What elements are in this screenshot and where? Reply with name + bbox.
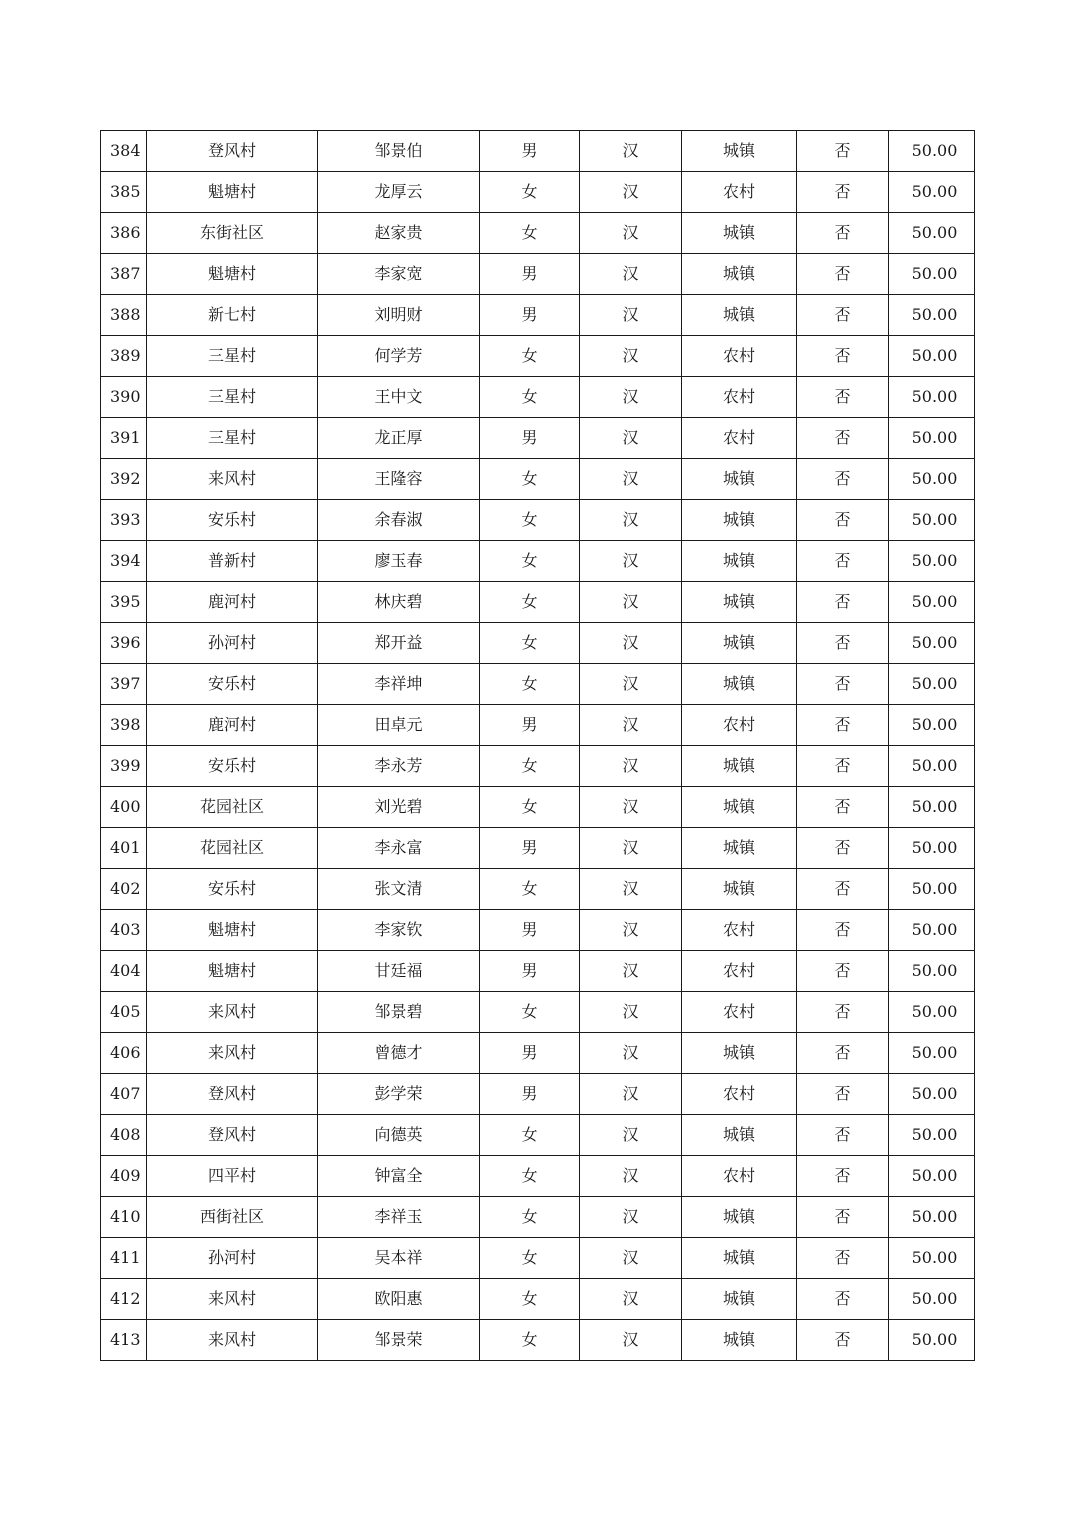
village-name-cell: 花园社区 xyxy=(147,787,318,828)
flag-value-cell: 否 xyxy=(797,295,889,336)
table-row xyxy=(101,254,975,295)
village-name-cell: 安乐村 xyxy=(147,869,318,910)
amount-cell: 50.00 xyxy=(889,254,975,295)
row-number-cell: 413 xyxy=(101,1320,147,1361)
gender-cell: 女 xyxy=(480,1115,580,1156)
person-name-cell: 龙正厚 xyxy=(318,418,480,459)
flag-value-cell: 否 xyxy=(797,254,889,295)
ethnicity-cell: 汉 xyxy=(580,336,682,377)
gender-cell: 男 xyxy=(480,131,580,172)
amount-cell: 50.00 xyxy=(889,664,975,705)
row-number-cell: 387 xyxy=(101,254,147,295)
gender-cell: 女 xyxy=(480,500,580,541)
person-name-cell: 邹景荣 xyxy=(318,1320,480,1361)
village-name-cell: 魁塘村 xyxy=(147,951,318,992)
row-number-cell: 408 xyxy=(101,1115,147,1156)
gender-cell: 女 xyxy=(480,1279,580,1320)
ethnicity-cell: 汉 xyxy=(580,705,682,746)
amount-cell: 50.00 xyxy=(889,787,975,828)
gender-cell: 男 xyxy=(480,1033,580,1074)
roster-table-body xyxy=(101,131,975,1361)
person-name-cell: 李永富 xyxy=(318,828,480,869)
gender-cell: 女 xyxy=(480,1320,580,1361)
gender-cell: 男 xyxy=(480,951,580,992)
person-name-cell: 林庆碧 xyxy=(318,582,480,623)
flag-value-cell: 否 xyxy=(797,746,889,787)
person-name-cell: 李家宽 xyxy=(318,254,480,295)
village-name-cell: 登风村 xyxy=(147,131,318,172)
table-row xyxy=(101,418,975,459)
village-name-cell: 三星村 xyxy=(147,336,318,377)
village-name-cell: 孙河村 xyxy=(147,623,318,664)
gender-cell: 男 xyxy=(480,418,580,459)
flag-value-cell: 否 xyxy=(797,582,889,623)
village-name-cell: 魁塘村 xyxy=(147,254,318,295)
row-number-cell: 403 xyxy=(101,910,147,951)
person-name-cell: 邹景碧 xyxy=(318,992,480,1033)
ethnicity-cell: 汉 xyxy=(580,623,682,664)
row-number-cell: 395 xyxy=(101,582,147,623)
row-number-cell: 393 xyxy=(101,500,147,541)
row-number-cell: 399 xyxy=(101,746,147,787)
village-name-cell: 新七村 xyxy=(147,295,318,336)
village-name-cell: 花园社区 xyxy=(147,828,318,869)
village-name-cell: 普新村 xyxy=(147,541,318,582)
person-name-cell: 赵家贵 xyxy=(318,213,480,254)
person-name-cell: 向德英 xyxy=(318,1115,480,1156)
table-row xyxy=(101,1238,975,1279)
person-name-cell: 郑开益 xyxy=(318,623,480,664)
ethnicity-cell: 汉 xyxy=(580,1320,682,1361)
table-row xyxy=(101,623,975,664)
row-number-cell: 406 xyxy=(101,1033,147,1074)
table-row xyxy=(101,500,975,541)
flag-value-cell: 否 xyxy=(797,1074,889,1115)
residence-type-cell: 城镇 xyxy=(682,582,797,623)
flag-value-cell: 否 xyxy=(797,1197,889,1238)
residence-type-cell: 农村 xyxy=(682,992,797,1033)
flag-value-cell: 否 xyxy=(797,787,889,828)
flag-value-cell: 否 xyxy=(797,869,889,910)
amount-cell: 50.00 xyxy=(889,213,975,254)
ethnicity-cell: 汉 xyxy=(580,869,682,910)
flag-value-cell: 否 xyxy=(797,172,889,213)
roster-table xyxy=(100,130,975,1361)
amount-cell: 50.00 xyxy=(889,1279,975,1320)
row-number-cell: 385 xyxy=(101,172,147,213)
gender-cell: 男 xyxy=(480,295,580,336)
residence-type-cell: 城镇 xyxy=(682,500,797,541)
village-name-cell: 魁塘村 xyxy=(147,172,318,213)
gender-cell: 女 xyxy=(480,1238,580,1279)
flag-value-cell: 否 xyxy=(797,992,889,1033)
amount-cell: 50.00 xyxy=(889,418,975,459)
person-name-cell: 廖玉春 xyxy=(318,541,480,582)
flag-value-cell: 否 xyxy=(797,1156,889,1197)
residence-type-cell: 城镇 xyxy=(682,1238,797,1279)
table-row xyxy=(101,1279,975,1320)
residence-type-cell: 城镇 xyxy=(682,1279,797,1320)
ethnicity-cell: 汉 xyxy=(580,1033,682,1074)
amount-cell: 50.00 xyxy=(889,746,975,787)
ethnicity-cell: 汉 xyxy=(580,131,682,172)
person-name-cell: 王中文 xyxy=(318,377,480,418)
residence-type-cell: 城镇 xyxy=(682,869,797,910)
village-name-cell: 孙河村 xyxy=(147,1238,318,1279)
flag-value-cell: 否 xyxy=(797,131,889,172)
ethnicity-cell: 汉 xyxy=(580,295,682,336)
ethnicity-cell: 汉 xyxy=(580,213,682,254)
amount-cell: 50.00 xyxy=(889,1033,975,1074)
person-name-cell: 李祥玉 xyxy=(318,1197,480,1238)
amount-cell: 50.00 xyxy=(889,910,975,951)
gender-cell: 女 xyxy=(480,787,580,828)
row-number-cell: 401 xyxy=(101,828,147,869)
residence-type-cell: 城镇 xyxy=(682,213,797,254)
flag-value-cell: 否 xyxy=(797,910,889,951)
village-name-cell: 西街社区 xyxy=(147,1197,318,1238)
village-name-cell: 东街社区 xyxy=(147,213,318,254)
table-row xyxy=(101,869,975,910)
row-number-cell: 394 xyxy=(101,541,147,582)
gender-cell: 女 xyxy=(480,336,580,377)
person-name-cell: 田卓元 xyxy=(318,705,480,746)
residence-type-cell: 城镇 xyxy=(682,828,797,869)
flag-value-cell: 否 xyxy=(797,1033,889,1074)
table-row xyxy=(101,1033,975,1074)
amount-cell: 50.00 xyxy=(889,459,975,500)
village-name-cell: 安乐村 xyxy=(147,746,318,787)
person-name-cell: 甘廷福 xyxy=(318,951,480,992)
table-row xyxy=(101,377,975,418)
residence-type-cell: 城镇 xyxy=(682,787,797,828)
amount-cell: 50.00 xyxy=(889,336,975,377)
flag-value-cell: 否 xyxy=(797,623,889,664)
ethnicity-cell: 汉 xyxy=(580,951,682,992)
amount-cell: 50.00 xyxy=(889,295,975,336)
residence-type-cell: 城镇 xyxy=(682,254,797,295)
row-number-cell: 412 xyxy=(101,1279,147,1320)
amount-cell: 50.00 xyxy=(889,828,975,869)
gender-cell: 女 xyxy=(480,869,580,910)
gender-cell: 男 xyxy=(480,254,580,295)
gender-cell: 女 xyxy=(480,582,580,623)
table-row xyxy=(101,705,975,746)
person-name-cell: 李家钦 xyxy=(318,910,480,951)
ethnicity-cell: 汉 xyxy=(580,746,682,787)
residence-type-cell: 农村 xyxy=(682,1074,797,1115)
village-name-cell: 四平村 xyxy=(147,1156,318,1197)
amount-cell: 50.00 xyxy=(889,992,975,1033)
ethnicity-cell: 汉 xyxy=(580,254,682,295)
row-number-cell: 409 xyxy=(101,1156,147,1197)
row-number-cell: 400 xyxy=(101,787,147,828)
flag-value-cell: 否 xyxy=(797,664,889,705)
ethnicity-cell: 汉 xyxy=(580,418,682,459)
person-name-cell: 彭学荣 xyxy=(318,1074,480,1115)
village-name-cell: 鹿河村 xyxy=(147,705,318,746)
residence-type-cell: 城镇 xyxy=(682,459,797,500)
ethnicity-cell: 汉 xyxy=(580,377,682,418)
residence-type-cell: 农村 xyxy=(682,336,797,377)
row-number-cell: 398 xyxy=(101,705,147,746)
village-name-cell: 来风村 xyxy=(147,1033,318,1074)
gender-cell: 女 xyxy=(480,1197,580,1238)
table-row xyxy=(101,172,975,213)
flag-value-cell: 否 xyxy=(797,500,889,541)
person-name-cell: 张文清 xyxy=(318,869,480,910)
person-name-cell: 刘明财 xyxy=(318,295,480,336)
table-row xyxy=(101,541,975,582)
row-number-cell: 411 xyxy=(101,1238,147,1279)
gender-cell: 女 xyxy=(480,1156,580,1197)
ethnicity-cell: 汉 xyxy=(580,459,682,500)
ethnicity-cell: 汉 xyxy=(580,1156,682,1197)
gender-cell: 男 xyxy=(480,705,580,746)
amount-cell: 50.00 xyxy=(889,377,975,418)
residence-type-cell: 农村 xyxy=(682,1156,797,1197)
residence-type-cell: 农村 xyxy=(682,377,797,418)
person-name-cell: 李祥坤 xyxy=(318,664,480,705)
ethnicity-cell: 汉 xyxy=(580,992,682,1033)
person-name-cell: 钟富全 xyxy=(318,1156,480,1197)
person-name-cell: 欧阳惠 xyxy=(318,1279,480,1320)
amount-cell: 50.00 xyxy=(889,869,975,910)
person-name-cell: 吴本祥 xyxy=(318,1238,480,1279)
table-row xyxy=(101,131,975,172)
gender-cell: 女 xyxy=(480,377,580,418)
amount-cell: 50.00 xyxy=(889,541,975,582)
flag-value-cell: 否 xyxy=(797,1320,889,1361)
table-row xyxy=(101,295,975,336)
residence-type-cell: 农村 xyxy=(682,951,797,992)
flag-value-cell: 否 xyxy=(797,951,889,992)
row-number-cell: 410 xyxy=(101,1197,147,1238)
village-name-cell: 安乐村 xyxy=(147,500,318,541)
table-row xyxy=(101,1156,975,1197)
residence-type-cell: 城镇 xyxy=(682,131,797,172)
ethnicity-cell: 汉 xyxy=(580,1115,682,1156)
ethnicity-cell: 汉 xyxy=(580,1238,682,1279)
residence-type-cell: 城镇 xyxy=(682,664,797,705)
residence-type-cell: 农村 xyxy=(682,705,797,746)
table-row xyxy=(101,1197,975,1238)
table-row xyxy=(101,1115,975,1156)
amount-cell: 50.00 xyxy=(889,172,975,213)
table-row xyxy=(101,951,975,992)
residence-type-cell: 城镇 xyxy=(682,1115,797,1156)
person-name-cell: 何学芳 xyxy=(318,336,480,377)
village-name-cell: 三星村 xyxy=(147,377,318,418)
gender-cell: 女 xyxy=(480,746,580,787)
village-name-cell: 鹿河村 xyxy=(147,582,318,623)
gender-cell: 男 xyxy=(480,1074,580,1115)
amount-cell: 50.00 xyxy=(889,1320,975,1361)
row-number-cell: 397 xyxy=(101,664,147,705)
residence-type-cell: 城镇 xyxy=(682,541,797,582)
row-number-cell: 392 xyxy=(101,459,147,500)
person-name-cell: 龙厚云 xyxy=(318,172,480,213)
residence-type-cell: 城镇 xyxy=(682,1197,797,1238)
person-name-cell: 余春淑 xyxy=(318,500,480,541)
person-name-cell: 王隆容 xyxy=(318,459,480,500)
village-name-cell: 登风村 xyxy=(147,1074,318,1115)
amount-cell: 50.00 xyxy=(889,1074,975,1115)
flag-value-cell: 否 xyxy=(797,828,889,869)
residence-type-cell: 城镇 xyxy=(682,746,797,787)
ethnicity-cell: 汉 xyxy=(580,172,682,213)
residence-type-cell: 城镇 xyxy=(682,295,797,336)
flag-value-cell: 否 xyxy=(797,1238,889,1279)
row-number-cell: 407 xyxy=(101,1074,147,1115)
flag-value-cell: 否 xyxy=(797,377,889,418)
gender-cell: 男 xyxy=(480,828,580,869)
gender-cell: 女 xyxy=(480,459,580,500)
table-row xyxy=(101,787,975,828)
ethnicity-cell: 汉 xyxy=(580,787,682,828)
village-name-cell: 安乐村 xyxy=(147,664,318,705)
village-name-cell: 来风村 xyxy=(147,1279,318,1320)
row-number-cell: 390 xyxy=(101,377,147,418)
gender-cell: 女 xyxy=(480,623,580,664)
row-number-cell: 386 xyxy=(101,213,147,254)
ethnicity-cell: 汉 xyxy=(580,1197,682,1238)
amount-cell: 50.00 xyxy=(889,951,975,992)
flag-value-cell: 否 xyxy=(797,1279,889,1320)
table-row xyxy=(101,828,975,869)
ethnicity-cell: 汉 xyxy=(580,828,682,869)
amount-cell: 50.00 xyxy=(889,1115,975,1156)
village-name-cell: 来风村 xyxy=(147,1320,318,1361)
gender-cell: 女 xyxy=(480,664,580,705)
gender-cell: 女 xyxy=(480,992,580,1033)
table-row xyxy=(101,336,975,377)
row-number-cell: 402 xyxy=(101,869,147,910)
amount-cell: 50.00 xyxy=(889,1197,975,1238)
gender-cell: 女 xyxy=(480,213,580,254)
ethnicity-cell: 汉 xyxy=(580,1074,682,1115)
gender-cell: 男 xyxy=(480,910,580,951)
person-name-cell: 李永芳 xyxy=(318,746,480,787)
row-number-cell: 388 xyxy=(101,295,147,336)
person-name-cell: 刘光碧 xyxy=(318,787,480,828)
table-row xyxy=(101,1320,975,1361)
flag-value-cell: 否 xyxy=(797,705,889,746)
amount-cell: 50.00 xyxy=(889,131,975,172)
village-name-cell: 来风村 xyxy=(147,992,318,1033)
flag-value-cell: 否 xyxy=(797,459,889,500)
ethnicity-cell: 汉 xyxy=(580,664,682,705)
flag-value-cell: 否 xyxy=(797,336,889,377)
flag-value-cell: 否 xyxy=(797,213,889,254)
village-name-cell: 登风村 xyxy=(147,1115,318,1156)
table-row xyxy=(101,213,975,254)
residence-type-cell: 农村 xyxy=(682,910,797,951)
table-row xyxy=(101,582,975,623)
residence-type-cell: 城镇 xyxy=(682,1033,797,1074)
gender-cell: 女 xyxy=(480,172,580,213)
gender-cell: 女 xyxy=(480,541,580,582)
table-row xyxy=(101,910,975,951)
residence-type-cell: 农村 xyxy=(682,172,797,213)
table-row xyxy=(101,992,975,1033)
person-name-cell: 曾德才 xyxy=(318,1033,480,1074)
ethnicity-cell: 汉 xyxy=(580,910,682,951)
amount-cell: 50.00 xyxy=(889,1156,975,1197)
person-name-cell: 邹景伯 xyxy=(318,131,480,172)
amount-cell: 50.00 xyxy=(889,623,975,664)
ethnicity-cell: 汉 xyxy=(580,541,682,582)
flag-value-cell: 否 xyxy=(797,1115,889,1156)
village-name-cell: 魁塘村 xyxy=(147,910,318,951)
flag-value-cell: 否 xyxy=(797,418,889,459)
ethnicity-cell: 汉 xyxy=(580,1279,682,1320)
row-number-cell: 396 xyxy=(101,623,147,664)
amount-cell: 50.00 xyxy=(889,500,975,541)
residence-type-cell: 城镇 xyxy=(682,623,797,664)
village-name-cell: 三星村 xyxy=(147,418,318,459)
residence-type-cell: 城镇 xyxy=(682,1320,797,1361)
residence-type-cell: 农村 xyxy=(682,418,797,459)
ethnicity-cell: 汉 xyxy=(580,582,682,623)
amount-cell: 50.00 xyxy=(889,705,975,746)
table-row xyxy=(101,459,975,500)
row-number-cell: 391 xyxy=(101,418,147,459)
amount-cell: 50.00 xyxy=(889,1238,975,1279)
amount-cell: 50.00 xyxy=(889,582,975,623)
table-row xyxy=(101,664,975,705)
table-row xyxy=(101,746,975,787)
row-number-cell: 389 xyxy=(101,336,147,377)
row-number-cell: 405 xyxy=(101,992,147,1033)
flag-value-cell: 否 xyxy=(797,541,889,582)
table-row xyxy=(101,1074,975,1115)
ethnicity-cell: 汉 xyxy=(580,500,682,541)
row-number-cell: 384 xyxy=(101,131,147,172)
row-number-cell: 404 xyxy=(101,951,147,992)
village-name-cell: 来风村 xyxy=(147,459,318,500)
